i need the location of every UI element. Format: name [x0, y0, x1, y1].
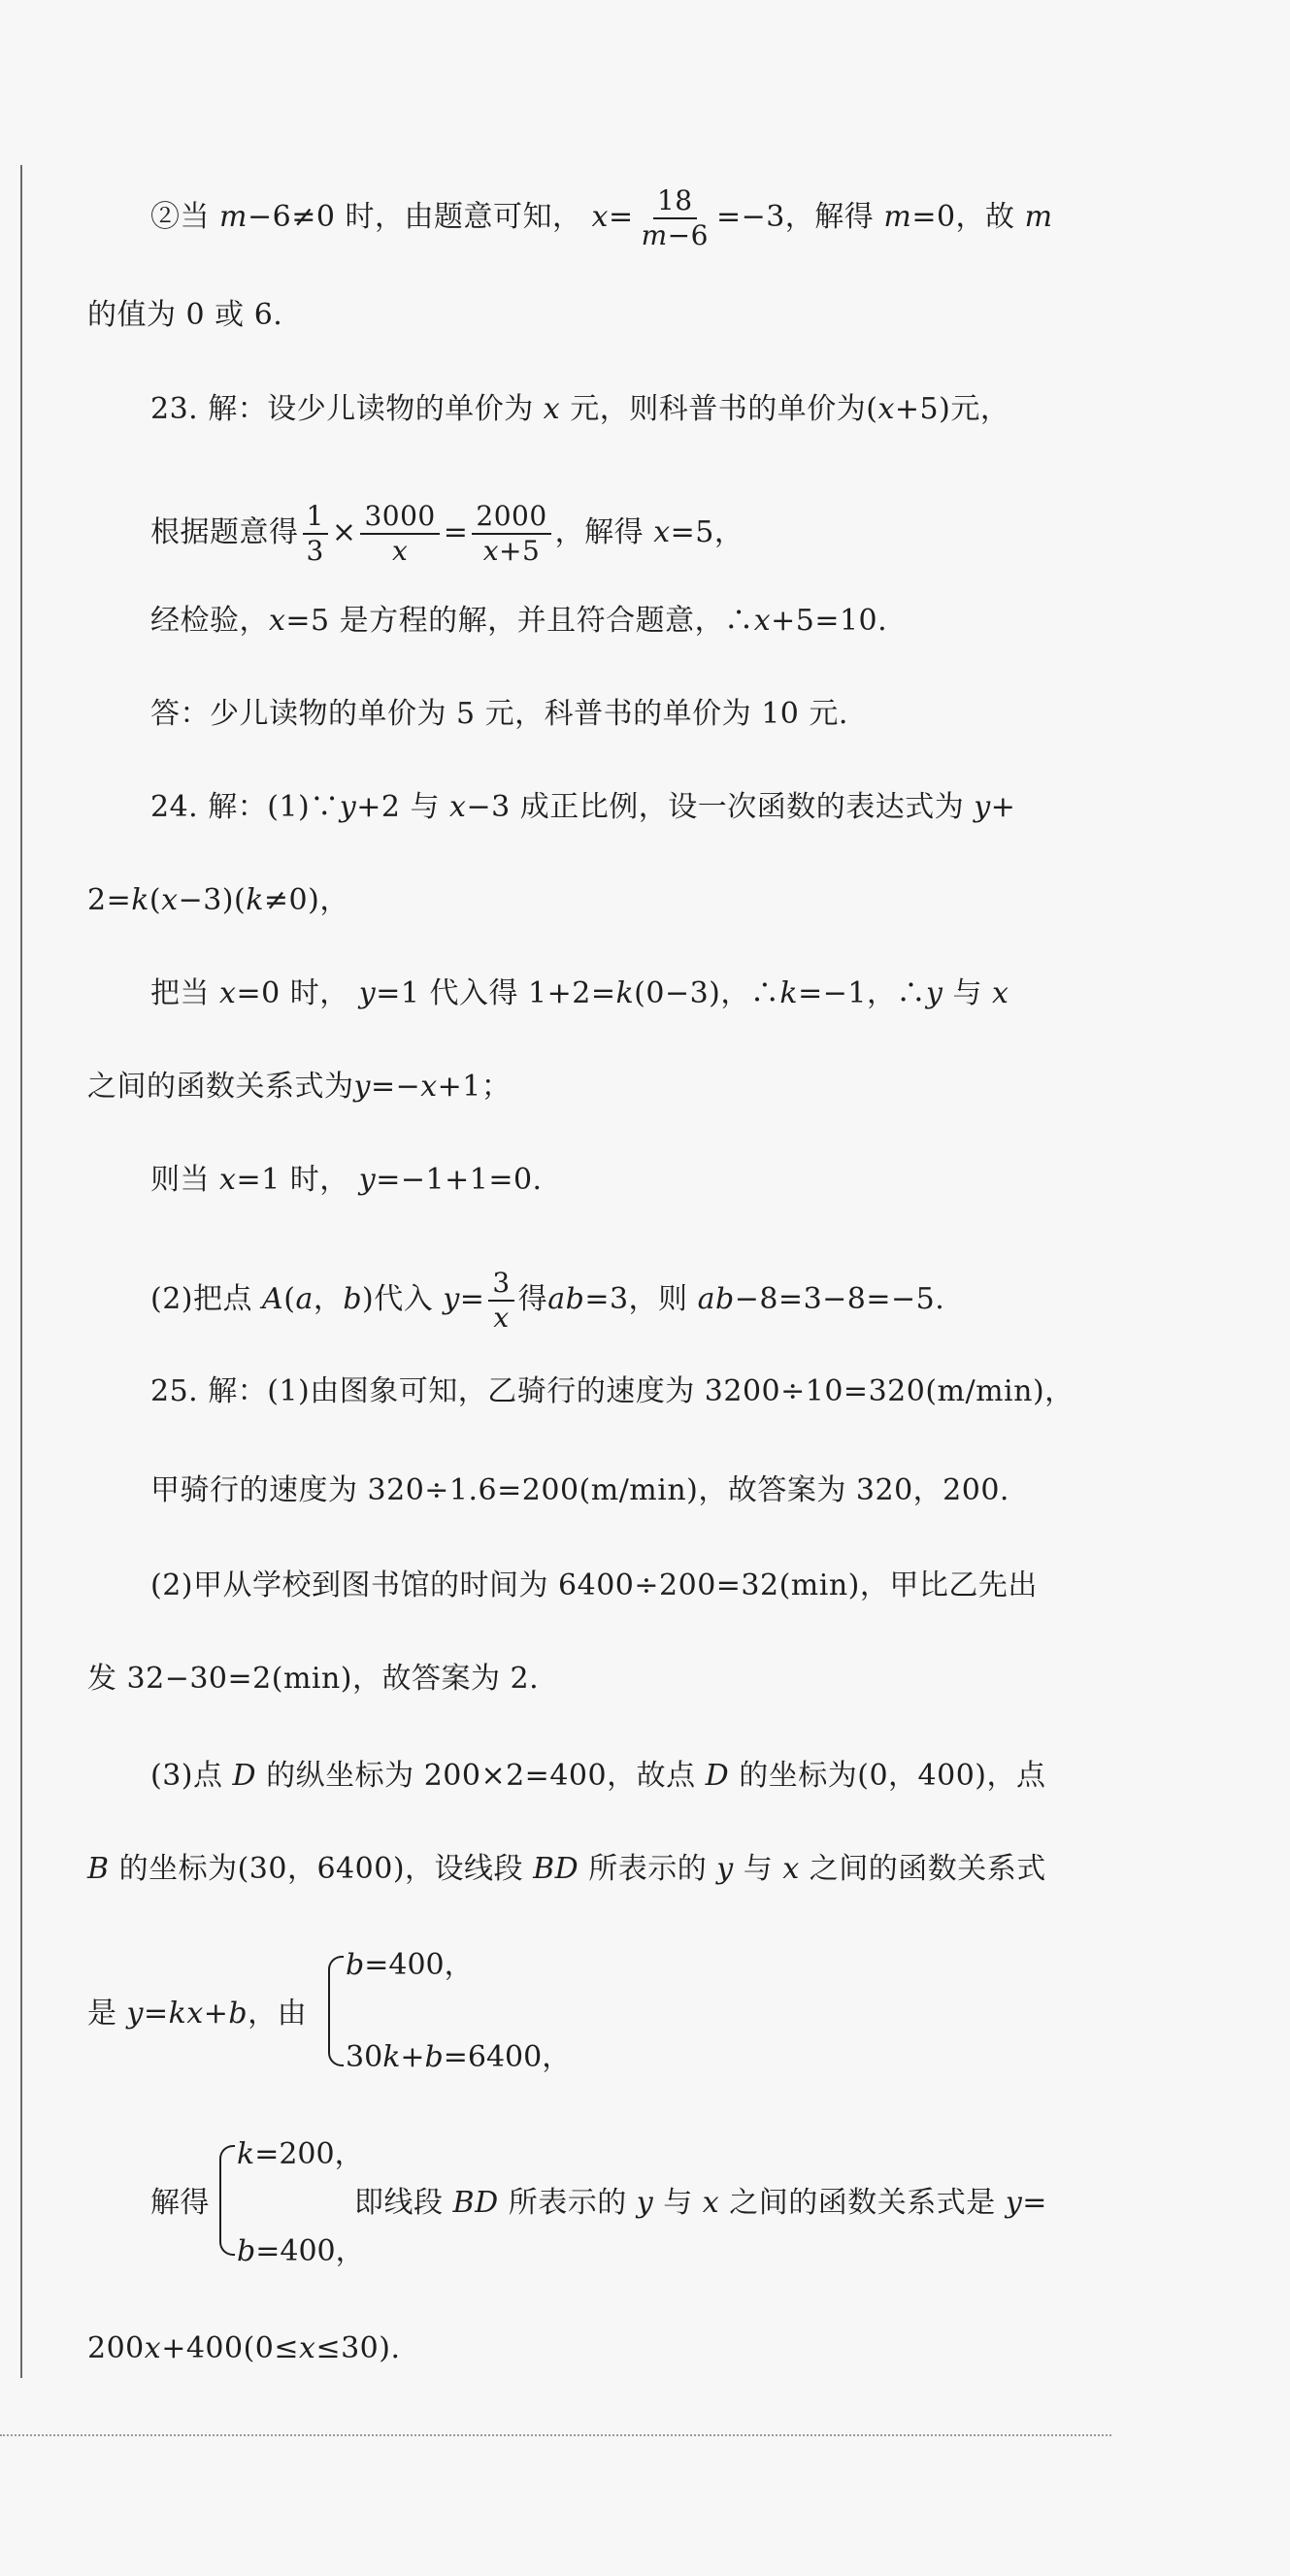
- math-var: x: [482, 535, 500, 567]
- math-var: m: [219, 200, 248, 234]
- text-line: [150, 695, 848, 734]
- text-run: =: [608, 200, 634, 234]
- text-run: =−1，∴: [798, 976, 926, 1010]
- text-run: ，解得: [554, 515, 645, 549]
- text-run: 之间的函数关系式是: [729, 2186, 996, 2220]
- math-var: m: [1024, 200, 1053, 234]
- text-run: −6: [667, 219, 709, 251]
- math-var: y: [636, 2186, 654, 2220]
- equation-system-row: [237, 2135, 364, 2174]
- question-25-line: [150, 1372, 1075, 1411]
- math-var: y: [443, 1282, 460, 1316]
- math-var: x: [493, 1302, 510, 1334]
- math-var: x: [449, 790, 467, 824]
- text-run: =: [1022, 2186, 1047, 2220]
- text-run: 的纵坐标为 200×2=400，故点: [266, 1759, 696, 1793]
- text-run: 所表示的: [508, 2186, 627, 2220]
- text-run: 经检验，: [150, 604, 269, 638]
- text-run: 发 32−30=2(min)，故答案为 2.: [87, 1662, 540, 1696]
- text-line: [87, 1850, 1046, 1889]
- math-var: b: [343, 1282, 363, 1316]
- text-run: ≤30).: [315, 2331, 401, 2365]
- text-run: +: [203, 1997, 229, 2031]
- text-run: (2)把点: [150, 1282, 252, 1316]
- math-var: x: [391, 535, 409, 567]
- text-run: +: [990, 790, 1016, 824]
- math-var: D: [705, 1759, 730, 1793]
- math-var: kx: [168, 1997, 204, 2031]
- math-var: D: [232, 1759, 257, 1793]
- text-run: =−1+1=0.: [376, 1163, 543, 1197]
- math-var: x: [161, 883, 179, 917]
- fraction-numerator: 3000: [360, 500, 439, 535]
- text-line: [87, 1660, 539, 1699]
- math-var: k: [131, 883, 149, 917]
- equation-system-brace: [219, 2145, 235, 2256]
- math-var: x: [702, 2186, 720, 2220]
- math-var: ab: [697, 1282, 735, 1316]
- text-run: ②当: [150, 200, 210, 234]
- text-run: =0，故: [911, 200, 1015, 234]
- math-var: x: [877, 392, 895, 426]
- text-run: 则当: [150, 1163, 210, 1197]
- math-var: x: [782, 1852, 800, 1886]
- text-run: =6400，: [443, 2040, 572, 2074]
- text-run: =: [443, 515, 469, 549]
- math-var: x: [144, 2331, 162, 2365]
- text-run: =5，: [670, 515, 744, 549]
- text-run: 23. 解：设少儿读物的单价为: [150, 392, 534, 426]
- text-run: ，: [313, 1282, 344, 1316]
- text-run: 25. 解：(1)由图象可知，乙骑行的速度为 3200÷10=320(m/min)，: [150, 1374, 1075, 1408]
- fraction: [303, 500, 328, 568]
- text-run: 之间的函数关系式: [809, 1852, 1046, 1886]
- text-run: +5=10.: [771, 604, 888, 638]
- math-var: y: [925, 976, 943, 1010]
- text-run: 所表示的: [588, 1852, 708, 1886]
- text-run: (: [149, 883, 162, 917]
- text-run: 与: [952, 976, 982, 1010]
- text-line: [150, 2184, 210, 2223]
- math-var: x: [219, 976, 237, 1010]
- math-var: k: [615, 976, 635, 1010]
- equation-system-row: [237, 2232, 365, 2271]
- math-var: ab: [547, 1282, 585, 1316]
- math-var: y: [353, 1070, 371, 1104]
- fraction: [488, 1267, 513, 1335]
- text-run: 与: [743, 1852, 774, 1886]
- math-var: x: [543, 392, 561, 426]
- math-var: k: [779, 976, 799, 1010]
- math-var: y: [339, 790, 357, 824]
- math-var: x: [753, 604, 772, 638]
- text-run: +2 与: [356, 790, 440, 824]
- math-var: m: [641, 219, 668, 251]
- text-run: (2)甲从学校到图书馆的时间为 6400÷200=32(min)，甲比乙先出: [150, 1569, 1038, 1602]
- text-run: +400(0≤: [161, 2331, 300, 2365]
- text-run: +5)元，: [894, 392, 1010, 426]
- text-run: 的值为 0 或 6.: [87, 298, 283, 332]
- text-run: ≠0)，: [263, 883, 349, 917]
- text-run: 是: [87, 1997, 117, 2031]
- text-line: [150, 1161, 543, 1200]
- page-bottom-dotted-rule: [0, 2434, 1111, 2436]
- fraction-denominator: 3: [306, 535, 324, 567]
- text-run: +5: [499, 535, 541, 567]
- text-run: )代入: [362, 1282, 434, 1316]
- text-run: (3)点: [150, 1759, 223, 1793]
- text-run: 元，则科普书的单价为(: [570, 392, 878, 426]
- text-line: [87, 1068, 511, 1106]
- text-run: −8=3−8=−5.: [734, 1282, 945, 1316]
- math-var: b: [228, 1997, 248, 2031]
- math-var: y: [716, 1852, 734, 1886]
- math-var: y: [974, 790, 991, 824]
- text-run: −3 成正比例，设一次函数的表达式为: [466, 790, 965, 824]
- text-run: 把当: [150, 976, 210, 1010]
- math-var: k: [382, 2040, 401, 2074]
- math-var: k: [246, 883, 264, 917]
- text-line: [150, 602, 887, 641]
- text-run: 的坐标为(30，6400)，设线段: [118, 1852, 524, 1886]
- text-run: 200: [87, 2331, 145, 2365]
- text-run: 得: [517, 1282, 548, 1316]
- math-var: b: [346, 1948, 365, 1982]
- left-margin-rule: [20, 165, 22, 2378]
- fraction: [360, 500, 439, 568]
- math-var: A: [262, 1282, 284, 1316]
- text-run: =5 是方程的解，并且符合题意，∴: [285, 604, 754, 638]
- text-run: 24. 解：(1)∵: [150, 790, 340, 824]
- fraction-denominator: [638, 219, 712, 252]
- fraction-numerator: 3: [488, 1267, 513, 1302]
- math-var: y: [358, 1163, 377, 1197]
- text-line: [150, 500, 744, 568]
- text-line: [87, 296, 282, 335]
- math-var: x: [420, 1070, 438, 1104]
- fraction-denominator: [388, 535, 412, 568]
- text-run: 2=: [87, 883, 132, 917]
- text-run: 即线段: [354, 2186, 444, 2220]
- math-var: BD: [533, 1852, 579, 1886]
- text-run: =−3，解得: [715, 200, 875, 234]
- text-line: [150, 1267, 944, 1335]
- fraction-denominator: [480, 535, 545, 568]
- text-line: [150, 1567, 1038, 1605]
- text-run: −6≠0 时，由题意可知，: [248, 200, 582, 234]
- text-run: =: [459, 1282, 485, 1316]
- fraction: [638, 184, 712, 252]
- math-var: b: [424, 2040, 444, 2074]
- text-run: ，由: [248, 1997, 308, 2031]
- text-run: 解得: [150, 2186, 210, 2220]
- text-run: 30: [346, 2040, 383, 2074]
- text-line: [87, 1995, 307, 2033]
- text-run: =1 代入得 1+2=: [376, 976, 616, 1010]
- math-var: x: [269, 604, 286, 638]
- text-run: −3)(: [178, 883, 247, 917]
- math-var: m: [883, 200, 912, 234]
- math-var: BD: [452, 2186, 499, 2220]
- math-var: x: [591, 200, 609, 234]
- text-line: [150, 184, 1053, 252]
- text-run: 答：少儿读物的单价为 5 元，科普书的单价为 10 元.: [150, 697, 848, 731]
- fraction-numerator: 18: [653, 184, 697, 219]
- text-run: ×: [331, 515, 357, 549]
- text-run: =0 时，: [236, 976, 349, 1010]
- equation-system-row: [346, 1946, 474, 1985]
- text-line: [150, 1757, 1046, 1796]
- fraction: [472, 500, 550, 568]
- text-run: +: [400, 2040, 425, 2074]
- math-var: x: [653, 515, 671, 549]
- math-var: y: [126, 1997, 144, 2031]
- math-var: x: [299, 2331, 316, 2365]
- text-run: =: [144, 1997, 169, 2031]
- text-run: 甲骑行的速度为 320÷1.6=200(m/min)，故答案为 320，200.: [150, 1473, 1009, 1507]
- math-var: x: [219, 1163, 237, 1197]
- math-var: B: [87, 1852, 110, 1886]
- math-var: x: [992, 976, 1009, 1010]
- question-24-line: [150, 788, 1015, 827]
- text-run: 根据题意得: [150, 515, 299, 549]
- math-var: y: [358, 976, 377, 1010]
- math-var: k: [237, 2137, 255, 2171]
- text-line: [150, 1471, 1009, 1510]
- text-run: =1 时，: [236, 1163, 349, 1197]
- equation-system-brace: [328, 1956, 344, 2066]
- fraction-numerator: 1: [303, 500, 328, 535]
- text-run: (: [283, 1282, 296, 1316]
- fraction-numerator: 2000: [472, 500, 550, 535]
- text-run: =400，: [364, 1948, 474, 1982]
- text-run: +1；: [437, 1070, 512, 1104]
- text-line: [150, 974, 1009, 1013]
- text-line: [87, 881, 349, 920]
- text-run: 之间的函数关系式为: [87, 1070, 354, 1104]
- text-run: =−: [370, 1070, 421, 1104]
- text-line: [354, 2184, 1047, 2223]
- fraction-denominator: [489, 1302, 513, 1335]
- text-run: =400，: [255, 2234, 365, 2268]
- math-var: a: [295, 1282, 314, 1316]
- equation-system-row: [346, 2038, 571, 2077]
- text-run: 与: [663, 2186, 693, 2220]
- text-run: =3，则: [584, 1282, 688, 1316]
- question-23-line: [150, 390, 1009, 429]
- math-var: b: [237, 2234, 256, 2268]
- text-run: 的坐标为(0，400)，点: [739, 1759, 1046, 1793]
- math-var: y: [1005, 2186, 1023, 2220]
- text-run: =200，: [254, 2137, 364, 2171]
- text-run: (0−3)，∴: [634, 976, 780, 1010]
- text-line: [87, 2329, 401, 2368]
